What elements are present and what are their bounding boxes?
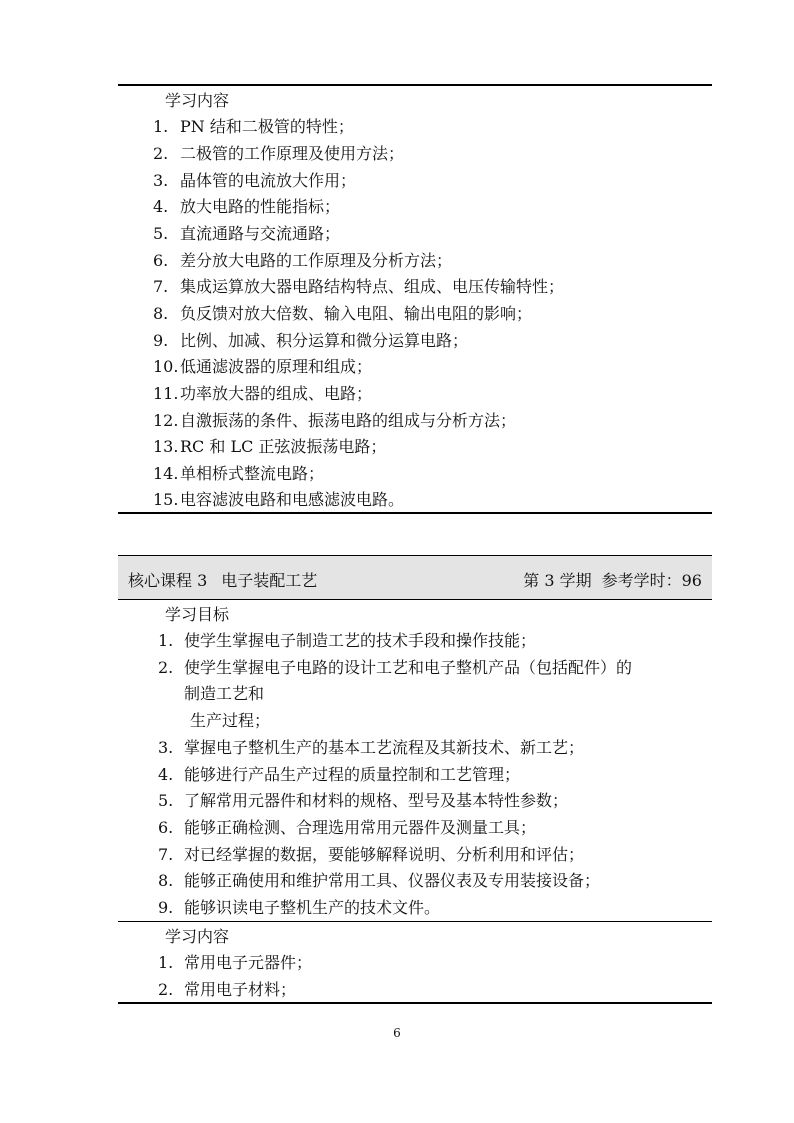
objectives-bottom-rule: [118, 921, 712, 922]
item-text: 晶体管的电流放大作用；: [180, 171, 357, 190]
list-item: [153, 197, 340, 217]
item-number: 10.: [153, 357, 179, 376]
course-bottom-rule: [118, 1002, 712, 1004]
course-title: [128, 568, 317, 591]
list-item: [153, 251, 452, 271]
course-hours: 参考学时：96: [601, 571, 702, 590]
item-text: 能够进行产品生产过程的质量控制和工艺管理；: [184, 765, 521, 784]
list-item: [158, 845, 584, 865]
item-text: 对已经掌握的数据，要能够解释说明、分析利用和评估；: [184, 845, 585, 864]
item-number: 12.: [153, 411, 179, 430]
item-text: 生产过程；: [190, 711, 271, 730]
item-text: 自激振荡的条件、振荡电路的组成与分析方法；: [180, 411, 517, 430]
item-number: 8.: [158, 871, 174, 890]
item-text: 常用电子元器件；: [184, 953, 313, 972]
item-text: 集成运算放大器电路结构特点、组成、电压传输特性；: [180, 277, 565, 296]
page-number: 6: [393, 1026, 401, 1040]
list-item: [153, 304, 532, 324]
course-header: [118, 556, 712, 599]
item-text: 二极管的工作原理及使用方法；: [180, 144, 405, 163]
item-number: 7.: [158, 845, 174, 864]
item-number: 13.: [153, 437, 179, 456]
item-text: 掌握电子整机生产的基本工艺流程及其新技术、新工艺；: [184, 738, 585, 757]
item-text: 直流通路与交流通路；: [180, 224, 341, 243]
item-number: 1.: [153, 117, 169, 136]
list-item: [158, 980, 296, 1000]
item-number: 3.: [158, 738, 174, 757]
item-text: 制造工艺和: [184, 684, 265, 703]
item-text: 了解常用元器件和材料的规格、型号及基本特性参数；: [184, 791, 569, 810]
list-item: [153, 464, 324, 484]
list-item: [153, 171, 356, 191]
item-number: 9.: [153, 331, 169, 350]
course-semester: 第 3 学期: [523, 571, 592, 590]
item-number: 7.: [153, 277, 169, 296]
list-item: [153, 384, 372, 404]
item-number: 4.: [153, 197, 169, 216]
item-text: 负反馈对放大倍数、输入电阻、输出电阻的影响；: [180, 304, 533, 323]
list-item: [158, 818, 536, 838]
item-number: 6.: [153, 251, 169, 270]
item-text: 能够识读电子整机生产的技术文件。: [184, 898, 441, 917]
list-item: [158, 898, 440, 918]
list-item: [153, 411, 516, 431]
list-item: [153, 357, 372, 377]
item-number: 1.: [158, 953, 174, 972]
list-item: [158, 791, 568, 811]
list-item: [153, 117, 354, 137]
item-text: 能够正确使用和维护常用工具、仪器仪表及专用装接设备；: [184, 871, 601, 890]
item-text: 低通滤波器的原理和组成；: [180, 357, 373, 376]
item-text: 电容滤波电路和电感滤波电路。: [180, 490, 405, 509]
item-number: 11.: [153, 384, 179, 403]
item-number: 2.: [158, 658, 174, 677]
item-text: RC 和 LC 正弦波振荡电路；: [180, 437, 387, 456]
item-number: 5.: [153, 224, 169, 243]
list-item: [158, 658, 632, 678]
section-heading-content: 学习内容: [165, 91, 230, 110]
list-item: [153, 144, 404, 164]
course-label: 核心课程 3: [128, 571, 208, 590]
item-number: 4.: [158, 765, 174, 784]
table-top-rule: [118, 84, 712, 86]
item-number: 3.: [153, 171, 169, 190]
item-number: 8.: [153, 304, 169, 323]
item-text: 放大电路的性能指标；: [180, 197, 341, 216]
course-header-rule: [118, 599, 712, 600]
item-text: 单相桥式整流电路；: [180, 464, 325, 483]
list-item: [153, 277, 564, 297]
list-item: [158, 871, 600, 891]
item-number: 6.: [158, 818, 174, 837]
list-item: [153, 331, 468, 351]
course-name: 电子装配工艺: [221, 571, 318, 590]
item-number: 2.: [153, 144, 169, 163]
item-number: 1.: [158, 631, 174, 650]
list-item-continuation: [184, 684, 264, 704]
table-bottom-rule: [118, 512, 712, 514]
list-item: [158, 631, 536, 651]
course-meta: [523, 568, 702, 591]
item-text: 功率放大器的组成、电路；: [180, 384, 373, 403]
item-number: 15.: [153, 490, 179, 509]
list-item: [158, 765, 520, 785]
list-item: [158, 953, 312, 973]
item-number: 5.: [158, 791, 174, 810]
list-item: [153, 224, 340, 244]
list-item: [153, 490, 404, 510]
list-item: [158, 738, 584, 758]
item-text: 差分放大电路的工作原理及分析方法；: [180, 251, 453, 270]
list-item-continuation: [190, 711, 270, 731]
item-text: 比例、加减、积分运算和微分运算电路；: [180, 331, 469, 350]
section-heading-content-two: 学习内容: [165, 927, 230, 946]
item-number: 9.: [158, 898, 174, 917]
item-text: 使学生掌握电子制造工艺的技术手段和操作技能；: [184, 631, 537, 650]
item-text: 能够正确检测、合理选用常用元器件及测量工具；: [184, 818, 537, 837]
item-number: 2.: [158, 980, 174, 999]
list-item: [153, 437, 386, 457]
section-heading-objectives: 学习目标: [165, 605, 230, 624]
item-text: 使学生掌握电子电路的设计工艺和电子整机产品（包括配件）的: [184, 658, 633, 677]
item-text: PN 结和二极管的特性；: [180, 117, 354, 136]
item-text: 常用电子材料；: [184, 980, 297, 999]
item-number: 14.: [153, 464, 179, 483]
